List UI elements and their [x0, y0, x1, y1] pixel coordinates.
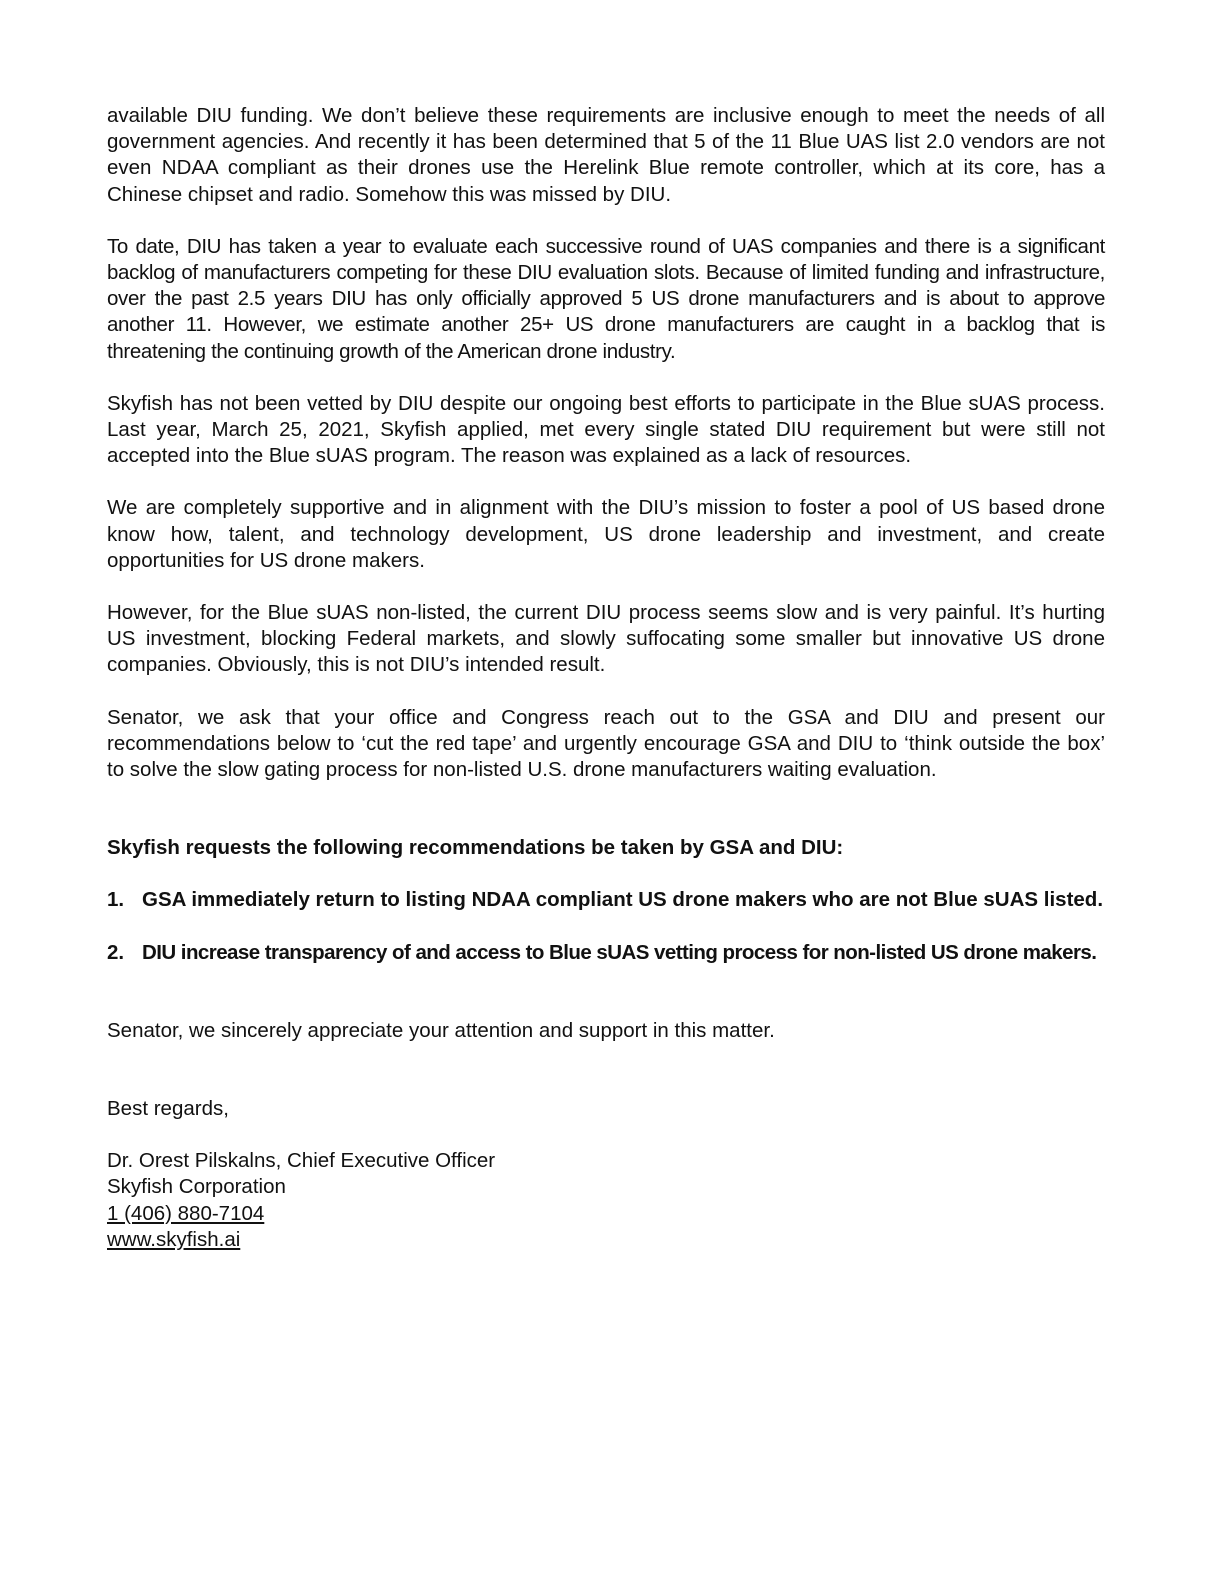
paragraph-support-mission: We are completely supportive and in alignment with the DIU’s mission to foster a pool of US based drone know how, talent, and technology development, US drone leadership and investment, and create opportunities for US drone makers.	[107, 496, 1105, 572]
recommendation-item	[107, 940, 1105, 966]
paragraph-request-senator: Senator, we ask that your office and Congress reach out to the GSA and DIU and present our recommendations below to ‘cut the red tape’ and urgently encourage GSA and DIU to ‘think outside the box’ to solve the slow gating process for non-listed U.S. drone manufacturers waiting evaluation.	[107, 705, 1105, 782]
signature-block	[107, 1148, 1105, 1253]
recommendation-item	[107, 887, 1105, 913]
website-link[interactable]: www.skyfish.ai	[107, 1227, 241, 1251]
signer-company: Skyfish Corporation	[107, 1175, 286, 1199]
paragraph-process-painful: However, for the Blue sUAS non-listed, the current DIU process seems slow and is very painful. It’s hurting US investment, blocking Federal markets, and slowly suffocating some smaller but innovative US drone companies. Obviously, this is not DIU’s intended result.	[107, 601, 1105, 677]
recommendation-number: 1.	[107, 888, 125, 912]
letter-body	[107, 103, 1105, 1253]
recommendations-heading: Skyfish requests the following recommendations be taken by GSA and DIU:	[107, 836, 844, 860]
spacer	[107, 1070, 1105, 1096]
spacer	[107, 809, 1105, 835]
paragraph-funding: available DIU funding. We don’t believe these requirements are inclusive enough to meet the needs of all government agencies. And recently it has been determined that 5 of the 11 Blue UAS list 2.0 vendors are not even NDAA compliant as their drones use the Herelink Blue remote controller, which at its core, has a Chinese chipset and radio. Somehow this was missed by DIU.	[107, 104, 1105, 206]
paragraph-skyfish-not-vetted: Skyfish has not been vetted by DIU despite our ongoing best efforts to participate in the Blue sUAS process. Last year, March 25, 2021, Skyfish applied, met every single stated DIU requirement but were still not accepted into the Blue sUAS program. The reason was explained as a lack of resources.	[107, 391, 1105, 468]
signer-name-title: Dr. Orest Pilskalns, Chief Executive Officer	[107, 1149, 496, 1173]
recommendation-number: 2.	[107, 940, 125, 964]
sign-off: Best regards,	[107, 1097, 229, 1121]
spacer	[107, 992, 1105, 1018]
closing-sentence: Senator, we sincerely appreciate your attention and support in this matter.	[107, 1018, 775, 1042]
phone-link[interactable]: 1 (406) 880-7104	[107, 1201, 265, 1225]
recommendation-text: GSA immediately return to listing NDAA compliant US drone makers who are not Blue sUAS listed.	[142, 888, 1104, 912]
paragraph-backlog: To date, DIU has taken a year to evaluate each successive round of UAS companies and there is a significant backlog of manufacturers competing for these DIU evaluation slots. Because of limited funding and infrastructure, over the past 2.5 years DIU has only officially approved 5 US drone manufacturers and is about to approve another 11. However, we estimate another 25+ US drone manufacturers are caught in a backlog that is threatening the continuing growth of the American drone industry.	[107, 234, 1105, 363]
recommendation-text: DIU increase transparency of and access to Blue sUAS vetting process for non-listed US drone makers.	[142, 940, 1097, 964]
